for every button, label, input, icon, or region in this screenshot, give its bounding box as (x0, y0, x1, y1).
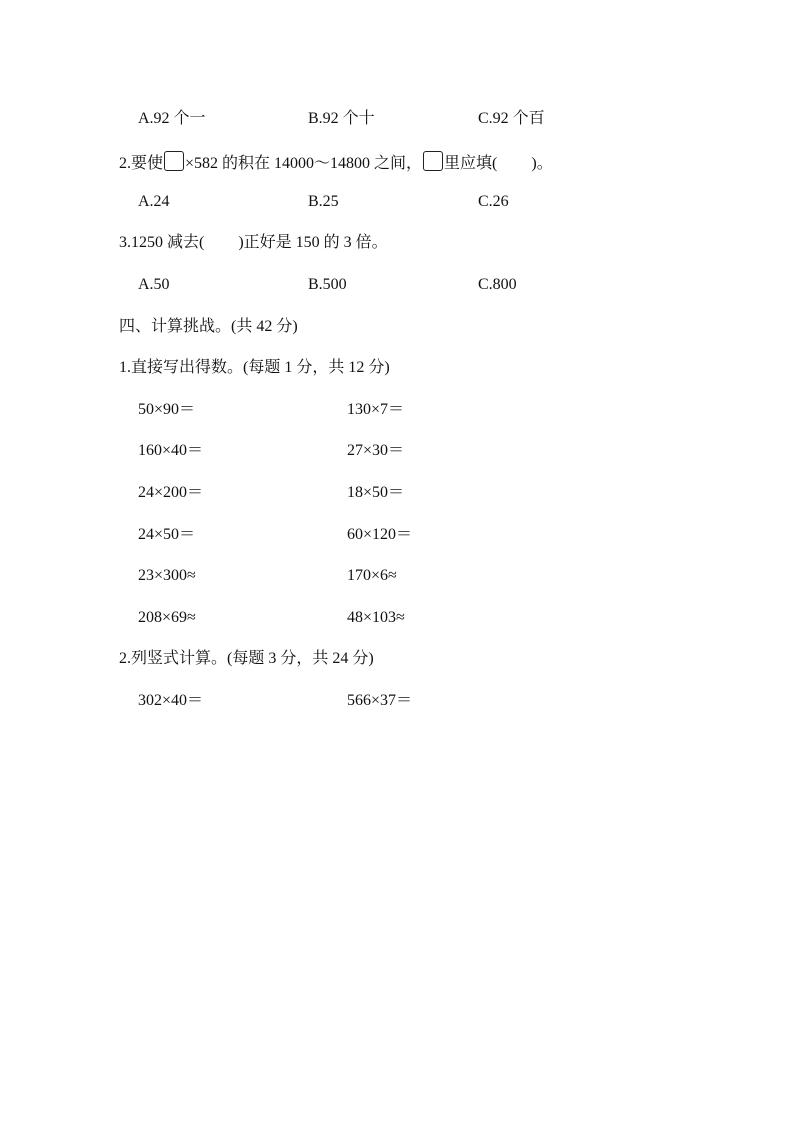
calc-item: 24×200＝ (138, 484, 204, 501)
calc-item: 170×6≈ (347, 567, 397, 584)
calc-item: 27×30＝ (347, 442, 405, 459)
calc-item: 50×90＝ (138, 401, 196, 418)
q3-option-c: C.800 (478, 276, 517, 293)
q3-question (119, 233, 388, 253)
blank-box (164, 151, 184, 171)
q2-middle: ×582 的积在 14000～14800 之间， (185, 155, 423, 172)
q2-suffix-a: 里应填( (444, 155, 498, 172)
calc-item: 60×120＝ (347, 526, 413, 543)
q3-option-b: B.500 (308, 276, 347, 293)
vertical-calc-item: 566×37＝ (347, 692, 413, 709)
vertical-calc-item: 302×40＝ (138, 692, 204, 709)
q2-option-c: C.26 (478, 193, 509, 210)
q1-option-a: A.92 个一 (138, 110, 206, 127)
calc-item: 160×40＝ (138, 442, 204, 459)
calc-item: 130×7＝ (347, 401, 405, 418)
q1-option-b: B.92 个十 (308, 110, 375, 127)
q3-suffix: )正好是 150 的 3 倍。 (238, 234, 388, 251)
calc-item: 48×103≈ (347, 609, 405, 626)
q2-question (119, 151, 553, 174)
q3-prefix: 3.1250 减去( (119, 234, 205, 251)
q1-option-c: C.92 个百 (478, 110, 545, 127)
calc-item: 23×300≈ (138, 567, 196, 584)
calc-item: 18×50＝ (347, 484, 405, 501)
calc-item: 208×69≈ (138, 609, 196, 626)
q2-prefix: 2.要使 (119, 155, 164, 172)
section-title: 四、计算挑战。(共 42 分) (119, 318, 298, 335)
part1-title: 1.直接写出得数。(每题 1 分，共 12 分) (119, 359, 390, 376)
calc-item: 24×50＝ (138, 526, 196, 543)
part2-title: 2.列竖式计算。(每题 3 分，共 24 分) (119, 650, 374, 667)
blank-box (423, 151, 443, 171)
q2-suffix-b: )。 (531, 155, 553, 172)
q3-option-a: A.50 (138, 276, 170, 293)
q2-option-b: B.25 (308, 193, 339, 210)
q2-option-a: A.24 (138, 193, 170, 210)
